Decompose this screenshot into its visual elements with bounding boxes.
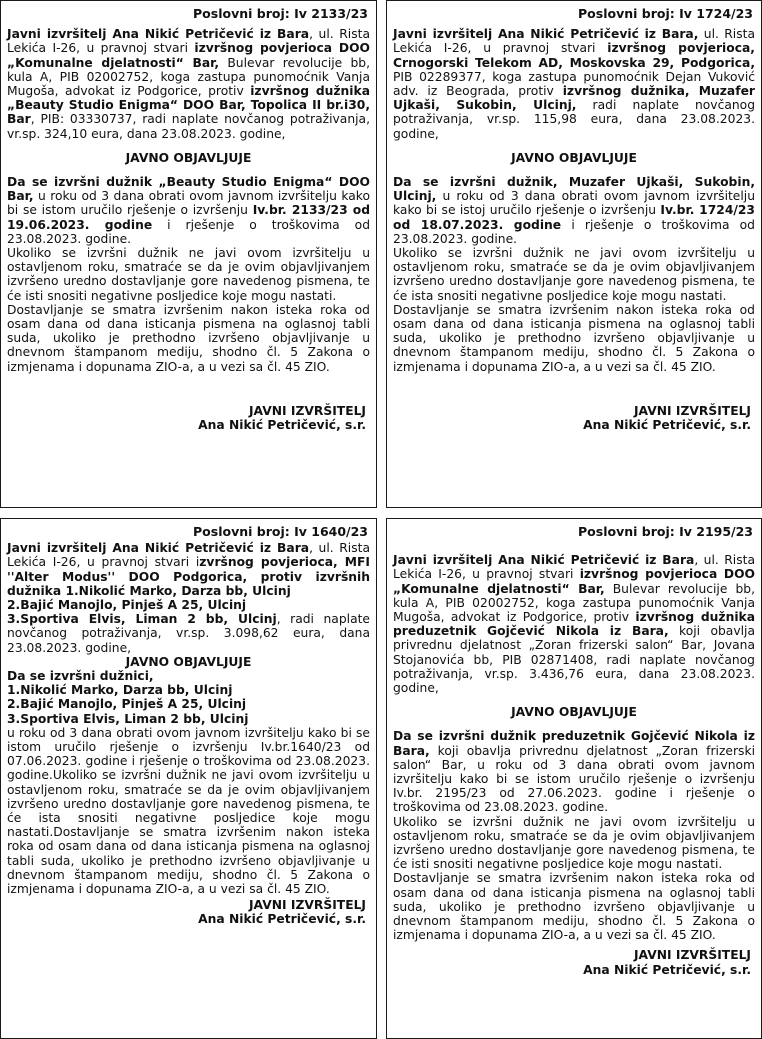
- text-run: , ul. Rista Lekića I-26, u pravnoj stvari: [7, 27, 370, 56]
- notice-paragraph: Ukoliko se izvršni dužnik ne javi ovom izvršitelju u ostavljenom roku, smatraće se da je ovim objavljivanjem izvršeno uredno dostavljanje gore navedenog pismena, te će ista snositi negativne posljedice koje mogu nastati.: [393, 246, 755, 303]
- bold-text-run: zvršnog povjerioca, MFI ''Alter Modus'' DOO Podgorica, protiv izvršnih dužnika 1.Nikolić Marko, Darza bb, Ulcinj: [7, 555, 370, 598]
- bold-text-run: Iv.br. 1724/23 od 18.07.2023. godine: [393, 203, 755, 232]
- text-run: radi naplate novčanog potraživanja, vr.sp. 115,98 eura, dana 23.08.2023. godine,: [393, 98, 756, 141]
- text-run: koji obavlja privrednu djelatnost „Zoran frizerski salon“ Bar, u roku od 3 dana obrati ovom javnom izvršitelju kako bi se istom uručilo rješenje o izvršenju Iv.br. 2195/23 od 27.06.2023. godine i rješenje o troškovima od 23.08.2023. godine.: [393, 743, 755, 815]
- decision-title: Da se izvršni dužnici,: [7, 669, 154, 684]
- notice-paragraph: Dostavljanje se smatra izvršenim nakon isteka roka od osam dana od dana isticanja pismena na oglasnoj tabli suda, ukoliko je prethodno izvršeno objavljivanje u dnevnom štampanom mediju, shodno čl. 5 Zakona o izmjenama i dopunama ZIO-a, a u vezi sa čl. 45 ZIO.: [393, 302, 755, 374]
- text-run: Bulevar revolucije bb, kula A, PIB 02002752, koga zastupa punomoćnik Vanja Mugoša, advokat iz Podgorice, protiv: [7, 55, 370, 99]
- signature-name: Ana Nikić Petričević, s.r.: [198, 418, 366, 433]
- debtor-line: 1.Nikolić Marko, Darza bb, Ulcinj: [7, 683, 233, 698]
- case-number: Poslovni broj: Iv 2133/23: [193, 6, 368, 21]
- notice-intro: [393, 27, 755, 141]
- debtor-line: 3.Sportiva Elvis, Liman 2 bb, Ulcinj: [7, 711, 249, 726]
- bold-text-run: izvršnog dužnika „Beauty Studio Enigma“ DOO Bar, Topolica II br.i30, Bar: [7, 84, 371, 127]
- notice-heading: JAVNO OBJAVLJUJE: [511, 705, 637, 720]
- debtor-line: 2.Bajić Manojlo, Pinješ A 25, Ulcinj: [7, 697, 247, 712]
- bold-text-run: izvršnog dužnika preduzetnik Gojčević Nikola iz Bara,: [393, 610, 756, 639]
- text-run: i rješenje o troškovima od 23.08.2023. godine.: [7, 217, 370, 246]
- signature-title: JAVNI IZVRŠITELJ: [248, 898, 366, 913]
- debtor-name: 3.Sportiva Elvis, Liman 2 bb, Ulcinj: [7, 612, 277, 627]
- notice-paragraph: Ukoliko se izvršni dužnik ne javi ovom izvršitelju u ostavljenom roku, smatraće se da je ovim objavljivanjem izvršeno uredno dostavljanje gore navedenog pismena, te će isti snositi negativne posljedice koje mogu nastati.: [393, 814, 755, 872]
- bold-text-run: Javni izvršitelj Ana Nikić Petričević iz Bara: [393, 553, 695, 568]
- text-run: PIB 02289377, koga zastupa punomoćnik Dejan Vuković adv. iz Beograda, protiv: [393, 69, 755, 99]
- notice-decision: [7, 175, 370, 246]
- case-number: Poslovni broj: Iv 1724/23: [578, 6, 753, 21]
- case-number: Poslovni broj: Iv 2195/23: [578, 524, 753, 539]
- bold-text-run: Javni izvršitelj Ana Nikić Petričević iz Bara,: [393, 27, 699, 42]
- debtor-line: [7, 612, 370, 655]
- signature-name: Ana Nikić Petričević, s.r.: [583, 418, 751, 433]
- bold-text-run: izvršnog povjerioca DOO „Komunalne djelatnosti“ Bar,: [7, 41, 370, 70]
- text-run: , PIB: 03330737, radi naplate novčanog potraživanja, vr.sp. 324,10 eura, dana 23.08.2023. godine,: [7, 112, 370, 141]
- intro-runs: [7, 541, 370, 598]
- notice-body: u roku od 3 dana obrati ovom javnom izvršitelju kako bi se istom uručilo rješenje o izvršenju Iv.br.1640/23 od 07.06.2023. godine i rješenje o troškovima od 23.08.2023. godine.Ukoliko se izvršni dužnik ne javi ovom izvršitelju u ostavljenom roku, smatraće se da je ovim objavljivanjem izvršeno uredno dostavljanje gore navedenog pismena, te će ista snositi negativne posljedice koje mogu nastati.Dostavljanje se smatra izvršenim nakon isteka roka od osam dana od dana isticanja pismena na oglasnoj tabli suda, ukoliko je prethodno izvršeno objavljivanje u dnevnom štampanom mediju, shodno čl. 5 Zakona o izmjenama i dopunama ZIO-a, a u vezi sa čl. 45 ZIO.: [7, 725, 370, 897]
- notice-heading: JAVNO OBJAVLJUJE: [125, 654, 252, 669]
- notice-decision: [393, 175, 755, 246]
- notice-iv-1640: [0, 518, 377, 1039]
- text-run: koji obavlja privrednu djelatnost „Zoran frizerski salon“ Bar, Jovana Stojanovića bb, PIB 02871408, radi naplate novčanog potraživanja, vr.sp. 3.436,76 eura, dana 23.08.2023. godine,: [393, 624, 755, 696]
- debtor-line: 2.Bajić Manojlo, Pinješ A 25, Ulcinj: [7, 598, 247, 613]
- bold-text-run: Da se izvršni dužnik preduzetnik Gojčević Nikola iz Bara,: [393, 729, 755, 758]
- notice-paragraph: Dostavljanje se smatra izvršenim nakon isteka roka od osam dana od dana isticanja pismena na oglasnoj tabli suda, ukoliko je prethodno izvršeno objavljivanje u dnevnom štampanom mediju, shodno čl. 5 Zakona o izmjenama i dopunama ZIO-a, a u vezi sa čl. 45 ZIO.: [393, 871, 755, 943]
- notice-heading: JAVNO OBJAVLJUJE: [511, 150, 637, 165]
- notice-intro: [7, 27, 370, 141]
- bold-text-run: izvršnog dužnika, Muzafer Ujkaši, Sukobin, Ulcinj,: [393, 84, 755, 113]
- notice-iv-2133: [0, 0, 377, 508]
- intro-tail: , radi naplate novčanog potraživanja, vr.sp. 3.098,62 eura, dana 23.08.2023. godine,: [7, 612, 370, 655]
- notice-intro: [393, 553, 755, 695]
- bold-text-run: izvršnog povjerioca DOO „Komunalne djelatnosti“ Bar,: [393, 567, 755, 596]
- bold-text-run: Javni izvršitelj Ana Nikić Petričević iz Bara: [7, 541, 310, 556]
- bold-text-run: Da se izvršni dužnik „Beauty Studio Enigma“ DOO Bar,: [7, 175, 370, 204]
- text-run: Bulevar revolucije bb, kula A, PIB 02002752, koga zastupa punomoćnik Vanja Mugoša, advokat iz Podgorice, protiv: [393, 581, 755, 625]
- bold-text-run: Iv.br. 2133/23 od 19.06.2023. godine: [7, 203, 371, 232]
- notice-heading: JAVNO OBJAVLJUJE: [125, 150, 252, 165]
- text-run: u roku od 3 dana obrati ovom javnom izvršitelju kako bi se istom uručilo rješenje o izvršenju: [7, 189, 370, 218]
- notice-iv-2195: [386, 518, 762, 1039]
- bold-text-run: Da se izvršni dužnik, Muzafer Ujkaši, Sukobin, Ulcinj,: [393, 175, 755, 204]
- notice-intro: [7, 541, 370, 598]
- text-run: , ul. Rista Lekića I-26, u pravnoj stvari i: [7, 541, 370, 570]
- signature-title: JAVNI IZVRŠITELJ: [633, 948, 751, 963]
- text-run: u roku od 3 dana obrati ovom javnom izvršitelju kako bi se istoj uručilo rješenje o izvršenju: [393, 189, 755, 218]
- signature-title: JAVNI IZVRŠITELJ: [633, 403, 751, 418]
- notice-paragraph: Dostavljanje se smatra izvršenim nakon isteka roka od osam dana od dana isticanja pismena na oglasnoj tabli suda, ukoliko je prethodno izvršeno objavljivanje u dnevnom štampanom mediju, shodno čl. 5 Zakona o izmjenama i dopunama ZIO-a, a u vezi sa čl. 45 ZIO.: [7, 302, 370, 374]
- text-run: i rješenje o troškovima od 23.08.2023. godine.: [393, 217, 755, 246]
- bold-text-run: izvršnog povjerioca, Crnogorski Telekom AD, Moskovska 29, Podgorica,: [393, 41, 755, 70]
- case-number: Poslovni broj: Iv 1640/23: [193, 524, 368, 539]
- signature-name: Ana Nikić Petričević, s.r.: [198, 912, 366, 927]
- text-run: , ul. Rista Lekića I-26, u pravnoj stvari: [393, 553, 755, 582]
- text-run: ul. Rista Lekića I-26, u pravnoj stvari: [393, 27, 755, 56]
- signature-name: Ana Nikić Petričević, s.r.: [583, 962, 751, 977]
- bold-text-run: Javni izvršitelj Ana Nikić Petričević iz Bara: [7, 27, 310, 42]
- notice-paragraph: Ukoliko se izvršni dužnik ne javi ovom izvršitelju u ostavljenom roku, smatraće se da je ovim objavljivanjem izvršeno uredno dostavljanje gore navedenog pismena, te će isti snositi negativne posljedice koje mogu nastati.: [7, 246, 370, 303]
- notice-decision: [393, 729, 755, 814]
- signature-title: JAVNI IZVRŠITELJ: [248, 403, 366, 418]
- notice-iv-1724: [386, 0, 762, 508]
